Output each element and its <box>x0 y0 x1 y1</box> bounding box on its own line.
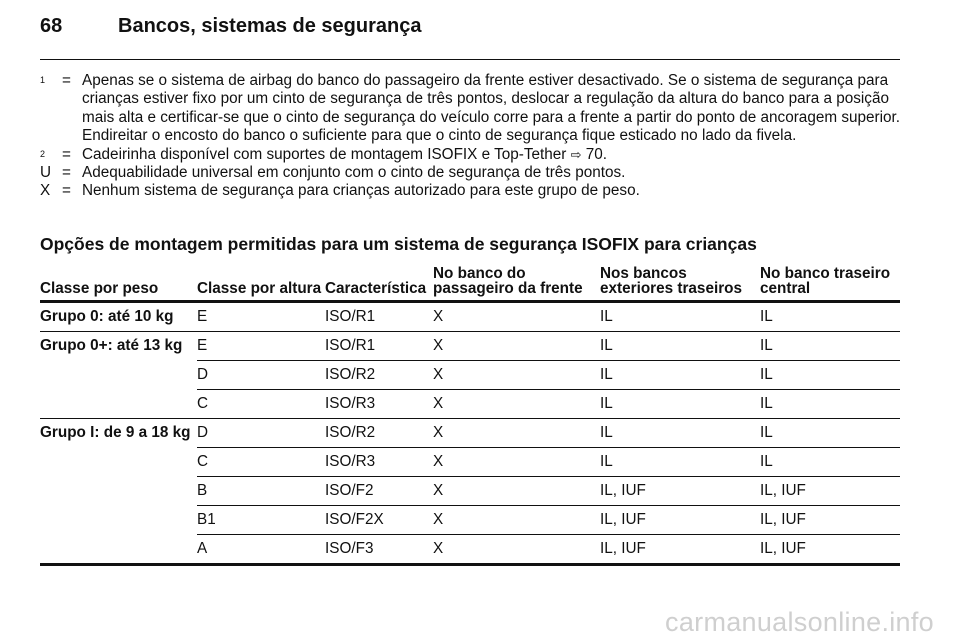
weight-class-cell: Grupo I: de 9 a 18 kg <box>40 419 197 448</box>
footnote-item <box>40 146 902 164</box>
footnote-marker: U <box>40 164 52 182</box>
table-cell: IL <box>760 332 900 361</box>
table-cell: ISO/R1 <box>325 308 376 325</box>
isofix-table <box>40 262 900 566</box>
table-cell: D <box>197 361 325 390</box>
weight-class-cell <box>40 361 197 390</box>
footnote-equals: = <box>62 72 71 89</box>
table-cell: ISO/R2 <box>325 361 433 390</box>
table-cell: ISO/F2X <box>325 506 433 535</box>
table-cell: IL, IUF <box>760 477 900 506</box>
table-cell: B1 <box>197 506 325 535</box>
table-cell: ISO/R2 <box>325 419 433 448</box>
weight-class-cell <box>40 506 197 535</box>
weight-class-cell <box>40 448 197 477</box>
footnote-equals: = <box>62 145 71 163</box>
page-reference-arrow-icon: ⇨ <box>570 146 582 162</box>
table-cell: E <box>197 308 208 325</box>
table-cell: IL <box>760 308 773 325</box>
table-cell: X <box>433 419 600 448</box>
page-title: Bancos, sistemas de segurança <box>118 15 422 37</box>
column-header: No banco traseiro central <box>760 262 900 302</box>
watermark: carmanualsonline.info <box>665 607 934 637</box>
column-header: Classe por peso <box>40 262 197 302</box>
weight-class-cell <box>40 390 197 419</box>
column-header: No banco do passageiro da frente <box>433 262 600 302</box>
weight-class-cell: Grupo 0+: até 13 kg <box>40 332 197 361</box>
footnote-marker: 1 <box>40 75 46 85</box>
table-cell: X <box>433 477 600 506</box>
table-cell: IL, IUF <box>600 535 760 565</box>
footnote-equals: = <box>62 164 71 182</box>
footnotes <box>40 72 902 201</box>
header-divider <box>40 59 900 60</box>
table-cell: IL, IUF <box>600 477 760 506</box>
table-cell: X <box>433 361 600 390</box>
weight-class-cell: Grupo 0: até 10 kg <box>40 308 174 325</box>
page-header <box>40 14 900 38</box>
table-cell: IL, IUF <box>760 535 900 565</box>
table-cell: A <box>197 535 325 565</box>
table-cell: X <box>433 390 600 419</box>
table-cell: IL <box>600 332 760 361</box>
table-cell: X <box>433 535 600 565</box>
table-cell: B <box>197 477 325 506</box>
footnote-text: Adequabilidade universal em conjunto com o cinto de segurança de três pontos. <box>82 164 626 182</box>
table-cell: D <box>197 419 325 448</box>
table-cell: ISO/F3 <box>325 535 433 565</box>
table-row <box>40 390 900 419</box>
table-cell: X <box>433 506 600 535</box>
footnote-marker: 2 <box>40 148 46 159</box>
table-cell: IL <box>600 448 760 477</box>
weight-class-cell <box>40 535 197 565</box>
table-cell: IL <box>600 308 613 325</box>
footnote-text: Nenhum sistema de segurança para crianças autorizado para este grupo de peso. <box>82 182 640 200</box>
weight-class-cell <box>40 477 197 506</box>
table-row <box>40 302 900 332</box>
table-cell: ISO/F2 <box>325 477 433 506</box>
column-header: Nos bancos exteriores traseiros <box>600 262 760 302</box>
table-cell: X <box>433 332 600 361</box>
table-cell: C <box>197 390 325 419</box>
table-cell: ISO/R3 <box>325 448 433 477</box>
page-reference-link[interactable]: 70. <box>585 145 608 163</box>
table-cell: IL <box>600 419 760 448</box>
table-cell: X <box>433 308 444 325</box>
footnote-item <box>40 164 902 182</box>
table-row <box>40 535 900 565</box>
footnote-item <box>40 72 902 146</box>
table-row <box>40 419 900 448</box>
footnote-text: Cadeirinha disponível com suportes de montagem ISOFIX e Top-Tether ⇨ 70. <box>82 145 608 163</box>
table-cell: X <box>433 448 600 477</box>
table-cell: IL <box>760 361 900 390</box>
table-row <box>40 361 900 390</box>
footnote-equals: = <box>62 182 71 200</box>
table-cell: C <box>197 448 325 477</box>
table-row <box>40 506 900 535</box>
table-cell: IL <box>600 390 760 419</box>
table-cell: IL <box>760 390 900 419</box>
table-cell: ISO/R1 <box>325 332 433 361</box>
table-row <box>40 332 900 361</box>
footnote-item <box>40 182 902 200</box>
table-cell: IL <box>600 361 760 390</box>
table-row <box>40 448 900 477</box>
table-cell: IL <box>760 448 900 477</box>
table-header-row <box>40 262 900 302</box>
page-number: 68 <box>40 15 63 37</box>
column-header: Classe por altura <box>197 262 325 302</box>
table-cell: IL, IUF <box>600 506 760 535</box>
section-title: Opções de montagem permitidas para um sistema de segurança ISOFIX para crianças <box>40 234 757 254</box>
column-header: Característica <box>325 262 433 302</box>
table-cell: E <box>197 332 325 361</box>
table-cell: IL <box>760 419 900 448</box>
table-row <box>40 477 900 506</box>
footnote-marker: X <box>40 182 51 200</box>
table-cell: IL, IUF <box>760 506 900 535</box>
table-cell: ISO/R3 <box>325 390 433 419</box>
footnote-text: Apenas se o sistema de airbag do banco do passageiro da frente estiver desactivado. Se o sistema de segurança para crianças estiver fixo por um cinto de segurança de três pontos, deslocar a regulação da altura do banco para a posição mais alta e certificar-se que o cinto de segurança do veículo corre para a frente a partir do ponto de ancoragem superior. Endireitar o encosto do banco o suficiente para que o cinto de segurança fique esticado no lado da fivela. <box>82 72 900 145</box>
